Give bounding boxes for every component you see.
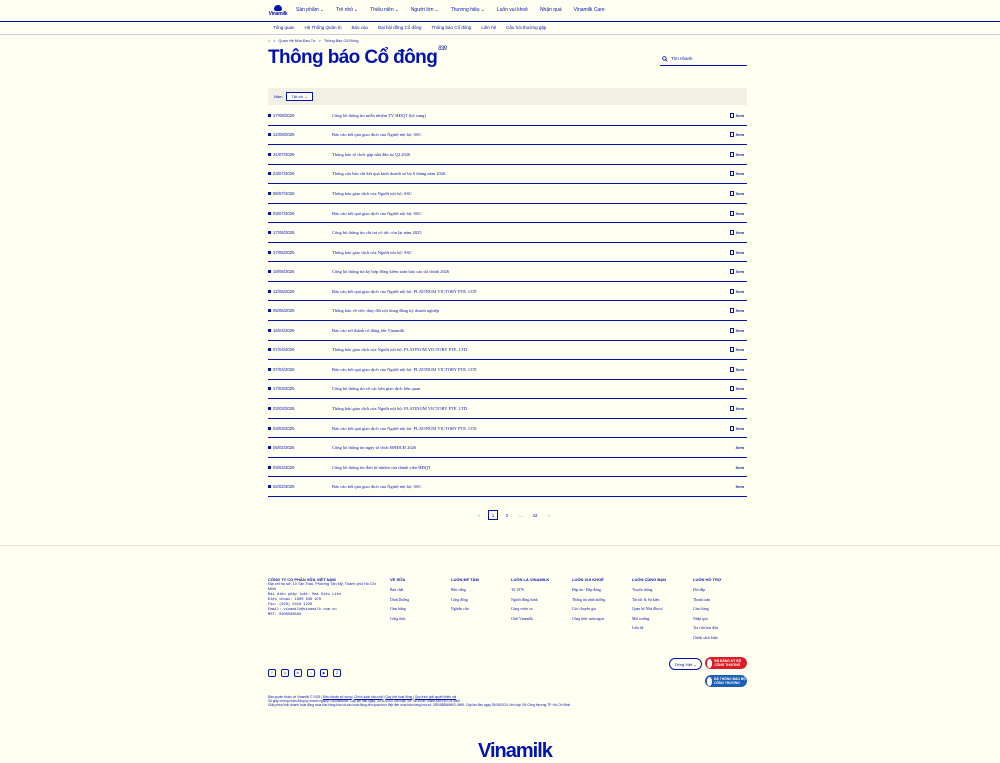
announcement-date: 12/08/2026 — [273, 132, 295, 138]
footer-link[interactable]: Bản chất — [390, 588, 404, 592]
announcement-date: 07/04/2026 — [273, 347, 295, 353]
document-icon — [730, 152, 734, 157]
bullet-icon — [268, 446, 271, 449]
bullet-icon — [268, 153, 271, 156]
menu-item-label: Thiếu niên — [370, 7, 394, 13]
document-icon — [730, 191, 734, 196]
footer-column-heading: LUÔN ĐỂ TÂM — [451, 577, 479, 582]
view-label: Xem — [735, 269, 744, 275]
footer-link[interactable]: Góc chuyên gia — [572, 607, 596, 611]
view-label: Xem — [735, 112, 744, 118]
announcement-title[interactable]: Báo cáo kết quả giao dịch của Người nội bộ: SSC — [332, 484, 422, 490]
document-icon — [730, 230, 734, 235]
view-label: Xem — [735, 249, 744, 255]
breadcrumb-parent[interactable]: Quan Hệ Nhà Đầu Tư — [278, 39, 316, 43]
bullet-icon — [268, 407, 271, 410]
announcement-title[interactable]: Báo cáo kết quả giao dịch của Người nội bộ: PLATINUM VICTORY PTE. LTD — [332, 288, 477, 294]
announcement-title[interactable]: Công bố thông tin ký hợp đồng kiểm toán báo cáo tài chính 2026 — [332, 269, 450, 275]
linkedin-icon[interactable]: in — [294, 669, 302, 677]
footer-logo-word: Vinamilk — [478, 740, 552, 762]
view-button[interactable] — [730, 386, 744, 391]
bullet-icon — [268, 348, 271, 351]
menu-item-label: Nhận quà — [539, 7, 562, 13]
breadcrumb — [268, 39, 358, 43]
document-icon — [730, 132, 734, 137]
announcement-row[interactable] — [268, 145, 747, 165]
announcement-date: 07/04/2026 — [273, 366, 295, 372]
view-button[interactable] — [730, 406, 744, 411]
menu-item-label: Trẻ nhỏ — [336, 7, 354, 13]
year-filter-value: Tất cả — [291, 94, 303, 99]
bullet-icon — [268, 368, 271, 371]
announcement-list — [268, 106, 747, 497]
chevron-down-icon: ⌄ — [319, 7, 324, 13]
notified-badge-text: ĐÃ THÔNG BÁO BỘ CÔNG THƯƠNG — [714, 677, 746, 685]
footer-link[interactable]: Công thức món ngon — [572, 616, 605, 621]
year-filter-label: Năm — [274, 94, 283, 99]
bullet-icon — [268, 309, 271, 312]
view-button[interactable] — [730, 328, 744, 333]
page-button[interactable]: 1 — [488, 510, 498, 520]
instagram-icon[interactable]: ◎ — [281, 669, 289, 677]
footer-link[interactable]: Cảm hứng — [390, 607, 406, 611]
document-icon — [730, 426, 734, 431]
announcement-title[interactable]: Thông báo giao dịch của Người nội bộ: PLATINUM VICTORY PTE. LTD — [332, 347, 468, 353]
announcement-title[interactable]: Báo cáo kết quả giao dịch của Người nội bộ: PLATINUM VICTORY PTE. LTD — [332, 366, 477, 372]
sub-divider — [0, 34, 1000, 35]
language-value: Tiếng Việt — [674, 661, 693, 667]
company-rep: Đại diện pháp luật: Mai Kiều Liên — [268, 592, 342, 597]
view-label: Xem — [735, 405, 744, 411]
view-label: Xem — [735, 190, 744, 196]
terms-link[interactable]: Điều khoản sử dụng — [322, 695, 352, 699]
view-label: Xem — [735, 425, 744, 431]
view-label: Xem — [735, 132, 744, 138]
bullet-icon — [268, 329, 271, 332]
menu-item-0[interactable] — [296, 7, 324, 13]
announcement-row[interactable] — [268, 399, 747, 419]
footer-link[interactable]: Chính sách khác — [693, 635, 719, 640]
announcement-row[interactable] — [268, 223, 747, 243]
tab-2[interactable]: Báo cáo — [351, 25, 368, 30]
language-selector[interactable]: Tiếng Việt ⌄ — [669, 658, 702, 670]
view-button[interactable] — [730, 250, 744, 255]
menu-item-3[interactable] — [411, 7, 439, 13]
tab-5[interactable]: Liên hệ — [481, 25, 497, 30]
footer-column — [451, 577, 479, 617]
footer-link[interactable]: Thông tin dinh dưỡng — [572, 597, 606, 602]
investor-sub-navigation — [268, 21, 551, 35]
view-button[interactable] — [730, 289, 744, 294]
document-icon — [730, 386, 734, 391]
announcement-title[interactable]: Báo cáo trở thành cổ đông lớn Vinamilk — [332, 327, 405, 333]
top-navigation — [0, 0, 1000, 21]
view-label: Xem — [735, 288, 744, 294]
view-label: Xem — [735, 445, 744, 451]
announcement-date: 03/02/2026 — [273, 464, 295, 470]
view-button[interactable] — [730, 347, 744, 352]
vinamilk-logo[interactable] — [267, 5, 289, 17]
footer-link[interactable]: Truyền thông — [632, 588, 653, 592]
announcement-row[interactable] — [268, 419, 747, 439]
view-label: Xem — [735, 386, 744, 392]
footer-link[interactable]: Giao hàng — [693, 607, 709, 611]
announcement-title[interactable]: Báo cáo kết quả giao dịch của Người nội bộ: SSC — [332, 132, 422, 138]
announcement-row[interactable] — [268, 380, 747, 400]
tab-3[interactable]: Đại hội đồng Cổ đông — [378, 25, 422, 30]
announcement-date: 15/04/2026 — [273, 327, 295, 333]
view-button[interactable] — [730, 152, 744, 157]
footer-company-info — [268, 577, 383, 619]
menu-item-2[interactable] — [370, 7, 399, 13]
announcement-count: 839 — [438, 46, 447, 52]
announcement-row[interactable] — [268, 321, 747, 341]
footer-divider — [0, 545, 1000, 546]
youtube-icon[interactable]: ▶ — [320, 669, 328, 677]
announcement-date: 03/03/2026 — [273, 425, 295, 431]
bullet-icon — [268, 427, 271, 430]
document-icon — [730, 289, 734, 294]
announcement-row[interactable] — [268, 204, 747, 224]
view-label: Xem — [735, 347, 744, 353]
menu-item-label: Luôn vui khoẻ — [496, 7, 528, 13]
tab-0[interactable]: Tổng quan — [273, 25, 295, 30]
announcement-date: 02/02/2026 — [273, 484, 295, 490]
chevron-down-icon: ⌄ — [394, 7, 399, 13]
main-menu — [296, 7, 617, 13]
announcement-date: 03/03/2026 — [273, 405, 295, 411]
announcement-date: 31/07/2026 — [273, 151, 295, 157]
announcement-title[interactable]: Thông báo giao dịch của Người nội bộ: PLATINUM VICTORY PTE. LTD — [332, 405, 468, 411]
view-label: Xem — [735, 230, 744, 236]
check-icon — [707, 659, 712, 668]
announcement-title[interactable]: Công bố thông tin miễn nhiệm TV HĐQT (bổ sung) — [332, 112, 426, 118]
footer-column — [511, 577, 549, 626]
announcement-date: 03/07/2026 — [273, 210, 295, 216]
view-button[interactable] — [736, 465, 744, 470]
bullet-icon — [268, 466, 271, 469]
registered-badge[interactable] — [705, 657, 747, 669]
document-icon — [730, 308, 734, 313]
privacy-link[interactable]: Chính sách bảo mật — [354, 695, 383, 699]
announcement-date: 12/05/2026 — [273, 288, 295, 294]
document-icon — [730, 328, 734, 333]
menu-item-label: Vinamilk Care — [573, 7, 605, 13]
chevron-down-icon: ⌄ — [434, 7, 439, 13]
menu-item-5[interactable] — [497, 7, 528, 13]
footer-link[interactable]: Môi trường — [632, 616, 650, 621]
year-filter-bar — [268, 88, 747, 105]
legal-info: Bản quyền thuộc về Vinamilk © 2025 | Điều khoản sử dụng | Chính sách bảo mật | Quy chế hoạt động | Quy trình giải quyết khiếu nại Số giấy chứng nhận đăng ký doanh nghiệp: 0300588569. Cấp lần đầu ngày: 20/11/2003. Nơi cấp: Sở Tài chính Thành phố Hồ Chí Minh Giấy phép kinh doanh hoạt động mua bán hàng hóa và các hoạt động liên quan trực tiếp đến mua bán hàng hóa số: 0300588569/KD-0699. Cấp lần đầu ngày 25/06/2024. Nơi cấp: Sở Công thương TP. Hồ Chí Minh — [268, 695, 748, 708]
announcement-row[interactable] — [268, 341, 747, 361]
zalo-icon[interactable]: Z — [333, 669, 341, 677]
announcement-date: 19/05/2026 — [273, 269, 295, 275]
document-icon — [730, 367, 734, 372]
footer-column-heading: LUÔN HỖ TRỢ — [693, 577, 722, 582]
announcement-row[interactable] — [268, 282, 747, 302]
footer-column — [572, 577, 605, 626]
document-icon — [730, 211, 734, 216]
bullet-icon — [268, 251, 271, 254]
business-registration: Số giấy chứng nhận đăng ký doanh nghiệp: 0300588569. Cấp lần đầu ngày: 20/11/2003. Nơi cấp: Sở Tài chính Thành phố Hồ Chí Minh — [268, 699, 461, 704]
menu-item-4[interactable] — [451, 7, 485, 13]
footer-column — [390, 577, 409, 626]
footer-link[interactable]: Nhận quà — [693, 616, 708, 621]
company-email[interactable]: Email: vinamilk@vinamilk.com.vn — [268, 608, 337, 613]
prev-page-button[interactable]: ‹ — [478, 512, 480, 518]
footer-link[interactable]: Đáp án - Đáp đúng — [572, 588, 601, 592]
announcement-date: 23/07/2026 — [273, 171, 295, 177]
footer-column-heading: VỀ SỮA — [390, 577, 406, 582]
operation-rules-link[interactable]: Quy chế hoạt động — [385, 695, 413, 699]
announcement-title[interactable]: Thông báo về việc thay đổi nội dung đăng ký doanh nghiệp — [332, 308, 440, 314]
search-icon — [662, 56, 668, 62]
bullet-icon — [268, 290, 271, 293]
breadcrumb-separator: > — [273, 39, 276, 43]
footer-link[interactable]: Tin tức & Sự kiện — [632, 597, 660, 602]
view-label: Xem — [735, 308, 744, 314]
bullet-icon — [268, 133, 271, 136]
announcement-row[interactable] — [268, 126, 747, 146]
chevron-down-icon: ⌄ — [480, 7, 485, 13]
view-label: Xem — [735, 366, 744, 372]
view-button[interactable] — [736, 445, 744, 450]
company-name: CÔNG TY CỔ PHẦN SỮA VIỆT NAM — [268, 577, 336, 582]
view-button[interactable] — [730, 426, 744, 431]
announcement-date: 17/06/2026 — [273, 230, 295, 236]
search-input[interactable] — [660, 52, 747, 66]
bullet-icon — [268, 192, 271, 195]
tab-6[interactable]: Câu hỏi thường gặp — [506, 25, 547, 30]
view-label: Xem — [735, 210, 744, 216]
menu-item-label: Người lớn — [410, 7, 434, 13]
bullet-icon — [268, 172, 271, 175]
page-title — [268, 47, 446, 69]
view-label: Xem — [735, 484, 744, 490]
menu-item-6[interactable] — [540, 7, 562, 13]
page-button[interactable]: 42 — [532, 512, 538, 518]
footer-link[interactable]: Từ 1976 — [511, 588, 524, 592]
view-button[interactable] — [730, 269, 744, 274]
company-fax: Fax: (028) 5416 1226 — [268, 603, 313, 608]
view-label: Xem — [735, 327, 744, 333]
announcement-row[interactable] — [268, 477, 747, 497]
breadcrumb-current: Thông Báo Cổ Đông — [323, 39, 359, 43]
view-button[interactable] — [730, 191, 744, 196]
bullet-icon — [268, 231, 271, 234]
company-phone[interactable]: Điện thoại: 1900 636 979 — [268, 597, 322, 602]
announcement-row[interactable] — [268, 184, 747, 204]
footer-link[interactable]: Người đồng hành — [511, 597, 538, 602]
bullet-icon — [268, 270, 271, 273]
view-button[interactable] — [730, 230, 744, 235]
announcement-title[interactable]: Công bố thông tin chi trả cổ tức còn lại năm 2025 — [332, 230, 422, 236]
copyright: Bản quyền thuộc về Vinamilk © 2025 — [268, 695, 321, 699]
search-placeholder: Tìm nhanh — [671, 56, 693, 61]
check-icon — [707, 677, 712, 686]
view-button[interactable] — [730, 367, 744, 372]
view-button[interactable] — [730, 211, 744, 216]
document-icon — [730, 406, 734, 411]
footer-link[interactable]: Tra cứu hóa đơn — [693, 626, 718, 630]
footer-column-heading: LUÔN LÀ VINAMILK — [511, 577, 550, 582]
footer-link[interactable]: Chất Vinamilk — [511, 616, 534, 621]
bullet-icon — [268, 387, 271, 390]
view-label: Xem — [735, 151, 744, 157]
announcement-title[interactable]: Công bố thông tin ngày tổ chức ĐHĐCĐ 2026 — [332, 445, 417, 451]
announcement-title[interactable]: Báo cáo kết quả giao dịch của Người nội bộ: SSC — [332, 210, 422, 216]
announcement-date: 27/05/2026 — [273, 249, 295, 255]
footer-link[interactable]: Quan hệ Nhà đầu tư — [632, 607, 663, 611]
view-button[interactable] — [730, 308, 744, 313]
logo-word: Vinamilk — [268, 11, 288, 17]
footer-link[interactable]: Cùng vươn xa — [511, 607, 533, 611]
announcement-title[interactable]: Thông báo giao dịch của Người nội bộ: SSC — [332, 190, 413, 196]
page-button[interactable]: 2 — [505, 512, 509, 518]
facebook-icon[interactable]: f — [268, 669, 276, 677]
year-filter-dropdown[interactable] — [286, 92, 312, 101]
chevron-down-icon: ⌄ — [304, 94, 308, 99]
chevron-down-icon: ⌄ — [354, 7, 359, 13]
document-icon — [730, 347, 734, 352]
footer-column-heading: LUÔN CÙNG BẠN — [632, 577, 666, 582]
footer-link[interactable]: Liên hệ — [632, 626, 644, 630]
announcement-row[interactable] — [268, 458, 747, 478]
document-icon — [730, 113, 734, 118]
menu-item-label: Thương hiệu — [450, 7, 480, 13]
announcement-row[interactable] — [268, 243, 747, 263]
footer-column-heading: LUÔN VUI KHOẺ — [572, 577, 604, 582]
complaint-link[interactable]: Quy trình giải quyết khiếu nại — [414, 695, 457, 699]
document-icon — [730, 250, 734, 255]
view-button[interactable] — [736, 484, 744, 489]
announcement-row[interactable] — [268, 165, 747, 185]
footer-link[interactable]: Cộng đồng — [451, 597, 468, 602]
social-links — [268, 669, 341, 677]
breadcrumb-separator: > — [318, 39, 321, 43]
registered-badge-text: ĐÃ ĐĂNG KÝ BỘ CÔNG THƯƠNG — [714, 659, 742, 667]
footer-column — [693, 577, 721, 645]
announcement-date: 05/05/2026 — [273, 308, 295, 314]
menu-item-7[interactable] — [574, 7, 605, 13]
company-address: Địa chỉ trụ sở: 10 Tân Trào, Phường Tân Mỹ, Thành phố Hồ Chí Minh — [268, 582, 376, 592]
view-button[interactable] — [730, 171, 744, 176]
pagination-ellipsis: ... — [519, 512, 523, 518]
announcement-row[interactable] — [268, 438, 747, 458]
announcement-date: 08/07/2026 — [273, 190, 295, 196]
notified-badge[interactable] — [705, 675, 747, 687]
menu-item-1[interactable] — [336, 7, 358, 13]
announcement-row[interactable] — [268, 360, 747, 380]
document-icon — [730, 269, 734, 274]
view-label: Xem — [735, 171, 744, 177]
tab-1[interactable]: Hệ Thống Quản trị — [304, 25, 342, 30]
footer-column — [632, 577, 666, 636]
bullet-icon — [268, 485, 271, 488]
announcement-title[interactable]: Báo cáo kết quả giao dịch của Người nội bộ: PLATINUM VICTORY PTE. LTD — [332, 425, 477, 431]
pagination — [474, 510, 554, 520]
document-icon — [730, 171, 734, 176]
footer-link[interactable]: Nghiên cứu — [451, 607, 469, 611]
tiktok-icon[interactable]: ♪ — [307, 669, 315, 677]
bullet-icon — [268, 212, 271, 215]
footer-link[interactable]: Thanh toán — [693, 597, 711, 602]
announcement-row[interactable] — [268, 301, 747, 321]
footer-link[interactable]: Dinh Dưỡng — [390, 597, 410, 602]
announcement-date: 17/03/2026 — [273, 386, 295, 392]
announcement-date: 17/08/2026 — [273, 112, 295, 118]
view-label: Xem — [735, 464, 744, 470]
announcement-title[interactable]: Thông báo giao dịch của Người nội bộ: SSC — [332, 249, 413, 255]
home-icon[interactable]: ⌂ — [268, 39, 271, 43]
footer-link[interactable]: Hỏi đáp — [693, 588, 706, 592]
footer-link[interactable]: Công thức — [390, 616, 406, 621]
view-button[interactable] — [730, 113, 744, 118]
announcement-title[interactable]: Công bố thông tin về các bên giao dịch liên quan — [332, 386, 421, 392]
page-title-text: Thông báo Cổ đông — [268, 47, 438, 68]
tab-4[interactable]: Thông báo Cổ đông — [427, 21, 477, 35]
announcement-title[interactable]: Thông báo tổ chức gặp nhà đầu tư Q2.2026 — [332, 151, 411, 157]
announcement-row[interactable] — [268, 106, 747, 126]
menu-item-label: Sản phẩm — [296, 7, 319, 13]
announcement-date: 05/02/2026 — [273, 445, 295, 451]
business-license: Giấy phép kinh doanh hoạt động mua bán hàng hóa và các hoạt động liên quan trực tiếp đến mua bán hàng hóa số: 0300588569/KD-0699. Cấp lần đầu ngày 25/06/2024. Nơi cấp: Sở Công thương TP. Hồ Chí Minh — [268, 703, 571, 708]
bullet-icon — [268, 114, 271, 117]
footer-link[interactable]: Bền vững — [451, 588, 466, 592]
announcement-row[interactable] — [268, 262, 747, 282]
next-page-button[interactable]: › — [548, 512, 550, 518]
announcement-title[interactable]: Thông cáo báo chí kết quả kinh doanh sơ bộ 6 tháng năm 2026 — [332, 171, 446, 177]
view-button[interactable] — [730, 132, 744, 137]
company-tax-id: MST: 0300588569 — [268, 613, 302, 618]
announcement-title[interactable]: Công bố thông tin đơn từ nhiệm của thành viên HĐQT — [332, 464, 431, 470]
